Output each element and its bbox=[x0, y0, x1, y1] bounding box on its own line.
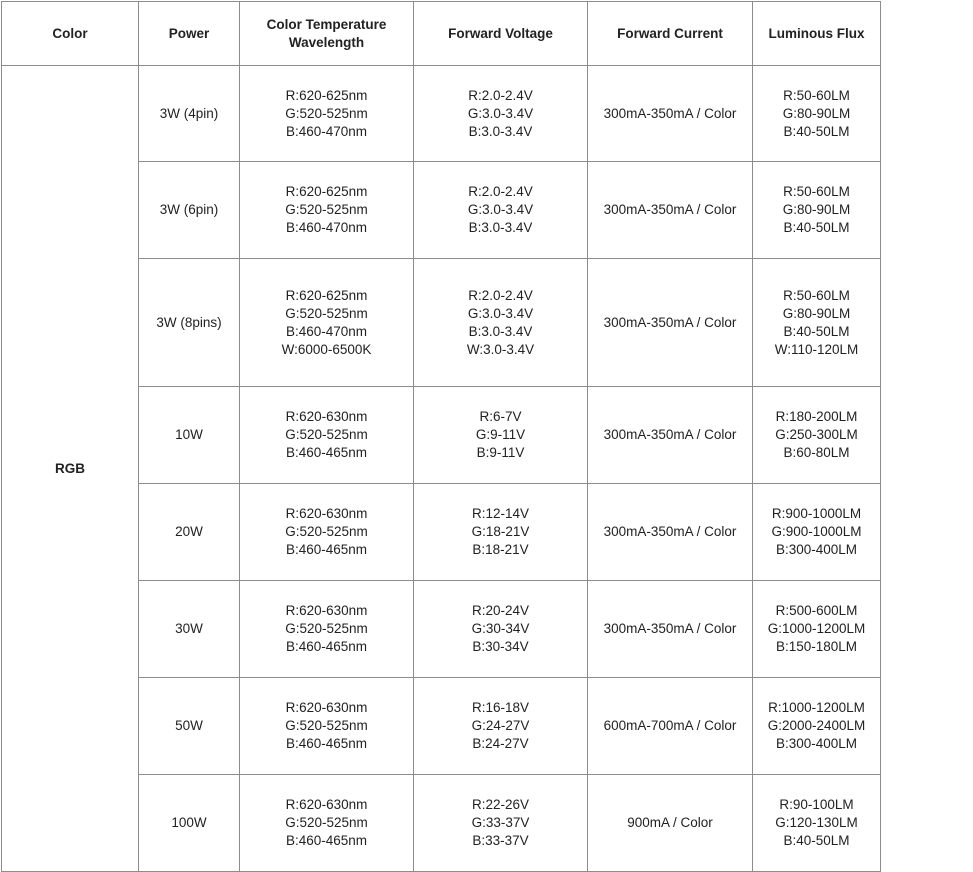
wavelength-cell-line: B:460-470nm bbox=[285, 323, 368, 339]
flux-cell bbox=[753, 387, 881, 484]
flux-cell bbox=[753, 259, 881, 387]
flux-cell-line: B:40-50LM bbox=[783, 220, 850, 235]
voltage-cell-line: R:22-26V bbox=[471, 797, 530, 812]
flux-cell-line: R:900-1000LM bbox=[771, 506, 862, 521]
wavelength-cell-line: R:620-630nm bbox=[285, 409, 368, 424]
voltage-cell-line: R:2.0-2.4V bbox=[468, 87, 533, 103]
wavelength-cell-line: B:460-465nm bbox=[285, 445, 368, 460]
voltage-cell-line: W:3.0-3.4V bbox=[466, 341, 535, 357]
flux-cell-line: G:2000-2400LM bbox=[767, 718, 866, 733]
voltage-cell bbox=[414, 678, 588, 775]
voltage-cell-line: R:6-7V bbox=[479, 409, 522, 424]
voltage-cell-line: R:16-18V bbox=[471, 700, 530, 715]
wavelength-cell-line: B:460-465nm bbox=[285, 542, 368, 557]
voltage-cell-line: R:12-14V bbox=[471, 506, 530, 521]
flux-cell-line: R:50-60LM bbox=[783, 87, 850, 103]
flux-cell-line: G:80-90LM bbox=[782, 105, 851, 121]
flux-cell-line: R:50-60LM bbox=[783, 184, 850, 199]
flux-cell-line: G:120-130LM bbox=[775, 815, 858, 830]
wavelength-cell bbox=[240, 484, 414, 581]
wavelength-cell-line: G:520-525nm bbox=[285, 815, 368, 830]
current-cell: 900mA / Color bbox=[588, 775, 753, 872]
flux-cell-line: B:60-80LM bbox=[783, 445, 850, 460]
voltage-cell-line: R:2.0-2.4V bbox=[468, 184, 533, 199]
header-power: Power bbox=[139, 2, 240, 66]
flux-cell bbox=[753, 162, 881, 259]
wavelength-cell-line: B:460-470nm bbox=[285, 123, 368, 139]
voltage-cell-line: B:24-27V bbox=[472, 736, 529, 751]
flux-cell bbox=[753, 66, 881, 162]
wavelength-cell bbox=[240, 387, 414, 484]
flux-cell bbox=[753, 484, 881, 581]
current-cell: 300mA-350mA / Color bbox=[588, 162, 753, 259]
voltage-cell-line: B:9-11V bbox=[476, 445, 525, 460]
wavelength-cell-line: B:460-465nm bbox=[285, 736, 368, 751]
flux-cell-line: W:110-120LM bbox=[774, 341, 859, 357]
led-spec-table bbox=[1, 1, 881, 872]
current-cell: 300mA-350mA / Color bbox=[588, 581, 753, 678]
power-cell: 20W bbox=[139, 484, 240, 581]
wavelength-cell bbox=[240, 259, 414, 387]
power-cell: 3W (4pin) bbox=[139, 66, 240, 162]
flux-cell bbox=[753, 581, 881, 678]
header-current: Forward Current bbox=[588, 2, 753, 66]
power-cell: 3W (8pins) bbox=[139, 259, 240, 387]
header-flux: Luminous Flux bbox=[753, 2, 881, 66]
color-cell: RGB bbox=[2, 66, 139, 872]
wavelength-cell bbox=[240, 162, 414, 259]
power-cell: 3W (6pin) bbox=[139, 162, 240, 259]
wavelength-cell bbox=[240, 775, 414, 872]
flux-cell-line: B:300-400LM bbox=[775, 542, 858, 557]
flux-cell bbox=[753, 775, 881, 872]
flux-cell-line: G:250-300LM bbox=[775, 427, 858, 442]
voltage-cell-line: R:2.0-2.4V bbox=[468, 287, 533, 303]
voltage-cell-line: G:9-11V bbox=[475, 427, 526, 442]
flux-cell-line: B:300-400LM bbox=[775, 736, 858, 751]
wavelength-cell-line: R:620-630nm bbox=[285, 797, 368, 812]
flux-cell-line: B:150-180LM bbox=[775, 639, 858, 654]
current-cell: 300mA-350mA / Color bbox=[588, 259, 753, 387]
flux-cell-line: R:50-60LM bbox=[783, 287, 850, 303]
current-cell: 600mA-700mA / Color bbox=[588, 678, 753, 775]
wavelength-cell-line: G:520-525nm bbox=[285, 202, 368, 217]
header-voltage: Forward Voltage bbox=[414, 2, 588, 66]
voltage-cell-line: B:3.0-3.4V bbox=[468, 323, 533, 339]
table-row bbox=[2, 66, 881, 162]
wavelength-cell-line: W:6000-6500K bbox=[281, 341, 372, 357]
flux-cell-line: G:900-1000LM bbox=[771, 524, 862, 539]
current-cell: 300mA-350mA / Color bbox=[588, 484, 753, 581]
wavelength-cell bbox=[240, 678, 414, 775]
voltage-cell-line: B:30-34V bbox=[472, 639, 529, 654]
voltage-cell bbox=[414, 66, 588, 162]
flux-cell-line: R:180-200LM bbox=[775, 409, 858, 424]
voltage-cell-line: B:3.0-3.4V bbox=[468, 123, 533, 139]
voltage-cell bbox=[414, 484, 588, 581]
voltage-cell-line: G:18-21V bbox=[471, 524, 530, 539]
voltage-cell bbox=[414, 581, 588, 678]
flux-cell-line: B:40-50LM bbox=[783, 833, 850, 848]
voltage-cell-line: G:3.0-3.4V bbox=[467, 105, 534, 121]
header-color: Color bbox=[2, 2, 139, 66]
wavelength-cell-line: R:620-625nm bbox=[285, 184, 368, 199]
wavelength-cell-line: B:460-470nm bbox=[285, 220, 368, 235]
flux-cell-line: R:1000-1200LM bbox=[768, 700, 865, 715]
flux-cell-line: B:40-50LM bbox=[783, 323, 850, 339]
wavelength-cell bbox=[240, 581, 414, 678]
flux-cell-line: G:80-90LM bbox=[782, 202, 851, 217]
header-row bbox=[2, 2, 881, 66]
voltage-cell-line: G:30-34V bbox=[471, 621, 530, 636]
voltage-cell bbox=[414, 775, 588, 872]
power-cell: 50W bbox=[139, 678, 240, 775]
voltage-cell bbox=[414, 259, 588, 387]
power-cell: 100W bbox=[139, 775, 240, 872]
wavelength-cell-line: R:620-630nm bbox=[285, 506, 368, 521]
voltage-cell bbox=[414, 162, 588, 259]
wavelength-cell-line: B:460-465nm bbox=[285, 639, 368, 654]
voltage-cell-line: B:18-21V bbox=[472, 542, 529, 557]
wavelength-cell-line: B:460-465nm bbox=[285, 833, 368, 848]
voltage-cell-line: B:33-37V bbox=[472, 833, 529, 848]
wavelength-cell-line: R:620-625nm bbox=[285, 287, 368, 303]
flux-cell-line: B:40-50LM bbox=[783, 123, 850, 139]
flux-cell bbox=[753, 678, 881, 775]
wavelength-cell-line: G:520-525nm bbox=[285, 524, 368, 539]
power-cell: 10W bbox=[139, 387, 240, 484]
flux-cell-line: R:90-100LM bbox=[779, 797, 854, 812]
voltage-cell bbox=[414, 387, 588, 484]
wavelength-cell-line: G:520-525nm bbox=[285, 105, 368, 121]
voltage-cell-line: G:3.0-3.4V bbox=[467, 305, 534, 321]
current-cell: 300mA-350mA / Color bbox=[588, 66, 753, 162]
voltage-cell-line: B:3.0-3.4V bbox=[468, 220, 533, 235]
header-wavelength bbox=[240, 2, 414, 66]
current-cell: 300mA-350mA / Color bbox=[588, 387, 753, 484]
wavelength-cell-line: R:620-625nm bbox=[285, 87, 368, 103]
wavelength-cell-line: R:620-630nm bbox=[285, 603, 368, 618]
wavelength-cell-line: G:520-525nm bbox=[285, 305, 368, 321]
voltage-cell-line: G:24-27V bbox=[471, 718, 530, 733]
power-cell: 30W bbox=[139, 581, 240, 678]
voltage-cell-line: G:33-37V bbox=[471, 815, 530, 830]
wavelength-cell-line: R:620-630nm bbox=[285, 700, 368, 715]
flux-cell-line: R:500-600LM bbox=[775, 603, 858, 618]
wavelength-cell-line: G:520-525nm bbox=[285, 621, 368, 636]
wavelength-cell bbox=[240, 66, 414, 162]
voltage-cell-line: R:20-24V bbox=[471, 603, 530, 618]
flux-cell-line: G:80-90LM bbox=[782, 305, 851, 321]
header-wavelength-label: Color Temperature Wavelength bbox=[266, 16, 387, 50]
voltage-cell-line: G:3.0-3.4V bbox=[467, 202, 534, 217]
flux-cell-line: G:1000-1200LM bbox=[767, 621, 866, 636]
wavelength-cell-line: G:520-525nm bbox=[285, 718, 368, 733]
wavelength-cell-line: G:520-525nm bbox=[285, 427, 368, 442]
